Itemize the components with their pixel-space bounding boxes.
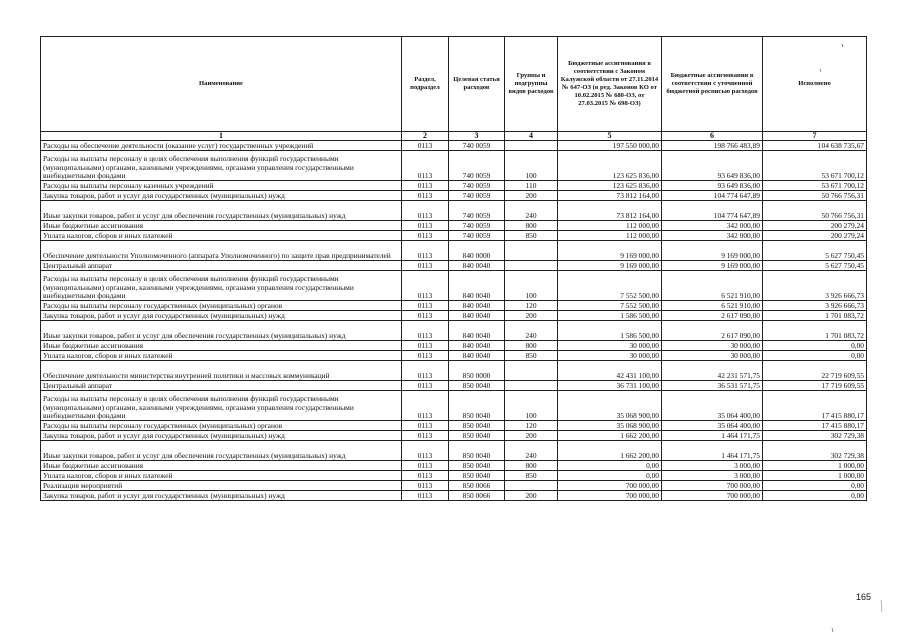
row-group-cell: 800 <box>505 341 558 351</box>
row-revised-allocation-cell: 9 169 000,00 <box>662 241 763 261</box>
row-article-cell: 740 0059 <box>449 231 505 241</box>
row-revised-allocation-cell: 700 000,00 <box>662 481 763 491</box>
row-article-cell: 840 0040 <box>449 301 505 311</box>
row-revised-allocation-cell: 30 000,00 <box>662 351 763 361</box>
row-law-allocation-cell: 30 000,00 <box>558 351 662 361</box>
row-revised-allocation-cell: 35 064 400,00 <box>662 391 763 421</box>
column-header-group: Группы и подгруппы видов расходов <box>505 37 558 132</box>
row-revised-allocation-cell: 342 000,00 <box>662 231 763 241</box>
row-executed-cell: 0,00 <box>763 351 867 361</box>
row-executed-cell: 5 627 750,45 <box>763 261 867 271</box>
row-revised-allocation-cell: 104 774 647,89 <box>662 201 763 221</box>
row-section-cell: 0113 <box>402 391 449 421</box>
row-law-allocation-cell: 112 000,00 <box>558 221 662 231</box>
row-section-cell: 0113 <box>402 141 449 151</box>
row-group-cell: 200 <box>505 311 558 321</box>
row-section-cell: 0113 <box>402 321 449 341</box>
column-number: 2 <box>402 132 449 141</box>
row-revised-allocation-cell: 342 000,00 <box>662 221 763 231</box>
row-law-allocation-cell: 1 662 200,00 <box>558 441 662 461</box>
row-article-cell: 850 0040 <box>449 391 505 421</box>
row-article-cell: 850 0000 <box>449 361 505 381</box>
row-executed-cell: 22 719 609,55 <box>763 361 867 381</box>
row-revised-allocation-cell: 35 064 400,00 <box>662 421 763 431</box>
column-header-name: Наименование <box>41 37 402 132</box>
row-name-cell: Иные закупки товаров, работ и услуг для обеспечения государственных (муниципальных) нужд <box>41 321 402 341</box>
row-executed-cell: 5 627 750,45 <box>763 241 867 261</box>
row-section-cell: 0113 <box>402 191 449 201</box>
row-group-cell: 200 <box>505 491 558 501</box>
row-name-cell: Закупка товаров, работ и услуг для государственных (муниципальных) нужд <box>41 191 402 201</box>
row-executed-cell: 50 766 756,31 <box>763 201 867 221</box>
row-executed-cell: 50 766 756,31 <box>763 191 867 201</box>
row-section-cell: 0113 <box>402 351 449 361</box>
row-revised-allocation-cell: 93 649 836,00 <box>662 151 763 181</box>
row-law-allocation-cell: 35 068 900,00 <box>558 421 662 431</box>
row-name-cell: Расходы на выплаты персоналу казенных учреждений <box>41 181 402 191</box>
row-name-cell: Закупка товаров, работ и услуг для государственных (муниципальных) нужд <box>41 311 402 321</box>
row-article-cell: 740 0059 <box>449 141 505 151</box>
row-group-cell: 800 <box>505 221 558 231</box>
row-article-cell: 840 0000 <box>449 241 505 261</box>
row-section-cell: 0113 <box>402 431 449 441</box>
column-number: 6 <box>662 132 763 141</box>
row-law-allocation-cell: 42 431 100,00 <box>558 361 662 381</box>
row-section-cell: 0113 <box>402 311 449 321</box>
row-name-cell: Уплата налогов, сборов и иных платежей <box>41 351 402 361</box>
row-name-cell: Уплата налогов, сборов и иных платежей <box>41 471 402 481</box>
row-name-cell: Реализация мероприятий <box>41 481 402 491</box>
row-group-cell: 850 <box>505 231 558 241</box>
row-section-cell: 0113 <box>402 421 449 431</box>
row-executed-cell: 53 671 700,12 <box>763 181 867 191</box>
row-name-cell: Обеспечение деятельности Уполномоченного (аппарата Уполномоченного) по защите прав предпринимателей <box>41 241 402 261</box>
row-name-cell: Расходы на выплаты персоналу государственных (муниципальных) органов <box>41 421 402 431</box>
row-name-cell: Иные бюджетные ассигнования <box>41 341 402 351</box>
row-group-cell: 850 <box>505 351 558 361</box>
row-law-allocation-cell: 7 552 500,00 <box>558 301 662 311</box>
row-group-cell: 200 <box>505 431 558 441</box>
row-law-allocation-cell: 123 625 836,00 <box>558 151 662 181</box>
row-group-cell: 850 <box>505 471 558 481</box>
row-article-cell: 850 0066 <box>449 491 505 501</box>
column-header-law-allocation: Бюджетные ассигнования в соответствии с Законом Калужской области от 27.11.2014 № 647-ОЗ (в ред. Законов КО от 10.02.2015 № 680-ОЗ, от 27.03.2015 № 698-ОЗ) <box>558 37 662 132</box>
column-number: 3 <box>449 132 505 141</box>
row-executed-cell: 3 926 666,73 <box>763 271 867 301</box>
row-executed-cell: 302 729,38 <box>763 431 867 441</box>
row-section-cell: 0113 <box>402 231 449 241</box>
row-law-allocation-cell: 1 586 500,00 <box>558 321 662 341</box>
row-law-allocation-cell: 700 000,00 <box>558 491 662 501</box>
row-article-cell: 740 0059 <box>449 201 505 221</box>
row-revised-allocation-cell: 30 000,00 <box>662 341 763 351</box>
row-article-cell: 850 0040 <box>449 441 505 461</box>
row-article-cell: 850 0040 <box>449 431 505 441</box>
row-executed-cell: 104 638 735,67 <box>763 141 867 151</box>
row-section-cell: 0113 <box>402 341 449 351</box>
row-revised-allocation-cell: 42 231 571,75 <box>662 361 763 381</box>
row-name-cell: Расходы на выплаты персоналу в целях обеспечения выполнения функций государственными (муниципальными) органами, казенными учреждениями, органами управления государственными внебюджетными фондами <box>41 271 402 301</box>
row-section-cell: 0113 <box>402 301 449 311</box>
row-article-cell: 740 0059 <box>449 181 505 191</box>
row-article-cell: 740 0059 <box>449 151 505 181</box>
row-article-cell: 740 0059 <box>449 221 505 231</box>
row-group-cell: 240 <box>505 321 558 341</box>
row-name-cell: Центральный аппарат <box>41 381 402 391</box>
row-revised-allocation-cell: 3 000,00 <box>662 461 763 471</box>
page-number: 165 <box>856 592 872 602</box>
row-section-cell: 0113 <box>402 361 449 381</box>
row-section-cell: 0113 <box>402 491 449 501</box>
row-revised-allocation-cell: 6 521 910,00 <box>662 271 763 301</box>
row-group-cell: 100 <box>505 391 558 421</box>
row-law-allocation-cell: 123 625 836,00 <box>558 181 662 191</box>
row-revised-allocation-cell: 2 617 090,00 <box>662 311 763 321</box>
row-revised-allocation-cell: 104 774 647,89 <box>662 191 763 201</box>
row-article-cell: 840 0040 <box>449 341 505 351</box>
column-number: 4 <box>505 132 558 141</box>
row-section-cell: 0113 <box>402 181 449 191</box>
row-name-cell: Уплата налогов, сборов и иных платежей <box>41 231 402 241</box>
row-law-allocation-cell: 30 000,00 <box>558 341 662 351</box>
row-group-cell: 100 <box>505 271 558 301</box>
row-revised-allocation-cell: 9 169 000,00 <box>662 261 763 271</box>
row-article-cell: 850 0040 <box>449 381 505 391</box>
row-name-cell: Обеспечение деятельности министерства внутренней политики и массовых коммуникаций <box>41 361 402 381</box>
row-revised-allocation-cell: 3 000,00 <box>662 471 763 481</box>
row-executed-cell: 1 701 083,72 <box>763 311 867 321</box>
row-law-allocation-cell: 0,00 <box>558 461 662 471</box>
row-law-allocation-cell: 35 068 900,00 <box>558 391 662 421</box>
row-article-cell: 840 0040 <box>449 351 505 361</box>
row-revised-allocation-cell: 1 464 171,75 <box>662 431 763 441</box>
row-executed-cell: 1 000,00 <box>763 461 867 471</box>
row-law-allocation-cell: 73 812 164,00 <box>558 201 662 221</box>
row-group-cell: 200 <box>505 191 558 201</box>
row-executed-cell: 17 719 609,55 <box>763 381 867 391</box>
row-law-allocation-cell: 73 812 164,00 <box>558 191 662 201</box>
row-section-cell: 0113 <box>402 261 449 271</box>
row-revised-allocation-cell: 36 531 571,75 <box>662 381 763 391</box>
row-law-allocation-cell: 112 000,00 <box>558 231 662 241</box>
row-name-cell: Иные бюджетные ассигнования <box>41 221 402 231</box>
row-group-cell: 110 <box>505 181 558 191</box>
row-section-cell: 0113 <box>402 201 449 221</box>
row-executed-cell: 1 000,00 <box>763 471 867 481</box>
column-number: 1 <box>41 132 402 141</box>
row-article-cell: 850 0040 <box>449 421 505 431</box>
row-article-cell: 840 0040 <box>449 311 505 321</box>
row-name-cell: Закупка товаров, работ и услуг для государственных (муниципальных) нужд <box>41 491 402 501</box>
row-executed-cell: 0,00 <box>763 481 867 491</box>
row-group-cell: 240 <box>505 441 558 461</box>
row-revised-allocation-cell: 2 617 090,00 <box>662 321 763 341</box>
row-law-allocation-cell: 197 550 000,00 <box>558 141 662 151</box>
row-law-allocation-cell: 9 169 000,00 <box>558 241 662 261</box>
row-section-cell: 0113 <box>402 241 449 261</box>
row-revised-allocation-cell: 6 521 910,00 <box>662 301 763 311</box>
column-header-executed: Исполнено <box>763 37 867 132</box>
row-executed-cell: 200 279,24 <box>763 221 867 231</box>
row-executed-cell: 17 415 880,17 <box>763 421 867 431</box>
row-revised-allocation-cell: 93 649 836,00 <box>662 181 763 191</box>
column-number: 5 <box>558 132 662 141</box>
row-law-allocation-cell: 9 169 000,00 <box>558 261 662 271</box>
row-section-cell: 0113 <box>402 441 449 461</box>
row-law-allocation-cell: 1 662 200,00 <box>558 431 662 441</box>
row-name-cell: Иные закупки товаров, работ и услуг для обеспечения государственных (муниципальных) нужд <box>41 201 402 221</box>
row-article-cell: 840 0040 <box>449 321 505 341</box>
row-section-cell: 0113 <box>402 461 449 471</box>
row-executed-cell: 200 279,24 <box>763 231 867 241</box>
row-article-cell: 850 0040 <box>449 461 505 471</box>
row-revised-allocation-cell: 700 000,00 <box>662 491 763 501</box>
row-section-cell: 0113 <box>402 481 449 491</box>
row-article-cell: 850 0066 <box>449 481 505 491</box>
row-law-allocation-cell: 7 552 500,00 <box>558 271 662 301</box>
row-executed-cell: 3 926 666,73 <box>763 301 867 311</box>
row-article-cell: 740 0059 <box>449 191 505 201</box>
row-name-cell: Центральный аппарат <box>41 261 402 271</box>
row-section-cell: 0113 <box>402 471 449 481</box>
row-revised-allocation-cell: 198 766 483,89 <box>662 141 763 151</box>
row-executed-cell: 0,00 <box>763 341 867 351</box>
row-executed-cell: 1 701 083,72 <box>763 321 867 341</box>
row-name-cell: Расходы на выплаты персоналу в целях обеспечения выполнения функций государственными (муниципальными) органами, казенными учреждениями, органами управления государственными внебюджетными фондами <box>41 391 402 421</box>
row-group-cell: 800 <box>505 461 558 471</box>
row-group-cell: 240 <box>505 201 558 221</box>
row-law-allocation-cell: 700 000,00 <box>558 481 662 491</box>
column-header-article: Целевая статья расходов <box>449 37 505 132</box>
row-section-cell: 0113 <box>402 151 449 181</box>
row-law-allocation-cell: 36 731 100,00 <box>558 381 662 391</box>
row-section-cell: 0113 <box>402 271 449 301</box>
row-name-cell: Иные закупки товаров, работ и услуг для обеспечения государственных (муниципальных) нужд <box>41 441 402 461</box>
row-executed-cell: 17 415 880,17 <box>763 391 867 421</box>
row-executed-cell: 53 671 700,12 <box>763 151 867 181</box>
row-article-cell: 850 0040 <box>449 471 505 481</box>
column-number: 7 <box>763 132 867 141</box>
row-revised-allocation-cell: 1 464 171,75 <box>662 441 763 461</box>
row-article-cell: 840 0040 <box>449 261 505 271</box>
row-name-cell: Закупка товаров, работ и услуг для государственных (муниципальных) нужд <box>41 431 402 441</box>
row-group-cell: 120 <box>505 421 558 431</box>
row-name-cell: Иные бюджетные ассигнования <box>41 461 402 471</box>
row-group-cell: 120 <box>505 301 558 311</box>
row-name-cell: Расходы на выплаты персоналу в целях обеспечения выполнения функций государственными (муниципальными) органами, казенными учреждениями, органами управления государственными внебюджетными фондами <box>41 151 402 181</box>
row-section-cell: 0113 <box>402 381 449 391</box>
row-executed-cell: 302 729,38 <box>763 441 867 461</box>
row-law-allocation-cell: 0,00 <box>558 471 662 481</box>
row-executed-cell: 0,00 <box>763 491 867 501</box>
row-name-cell: Расходы на выплаты персоналу государственных (муниципальных) органов <box>41 301 402 311</box>
row-article-cell: 840 0040 <box>449 271 505 301</box>
row-law-allocation-cell: 1 586 500,00 <box>558 311 662 321</box>
row-group-cell: 100 <box>505 151 558 181</box>
row-section-cell: 0113 <box>402 221 449 231</box>
column-header-revised-allocation: Бюджетные ассигнования в соответствии с уточненной бюджетной росписью расходов <box>662 37 763 132</box>
row-name-cell: Расходы на обеспечение деятельности (оказание услуг) государственных учреждений <box>41 141 402 151</box>
column-header-section: Раздел, подраздел <box>402 37 449 132</box>
